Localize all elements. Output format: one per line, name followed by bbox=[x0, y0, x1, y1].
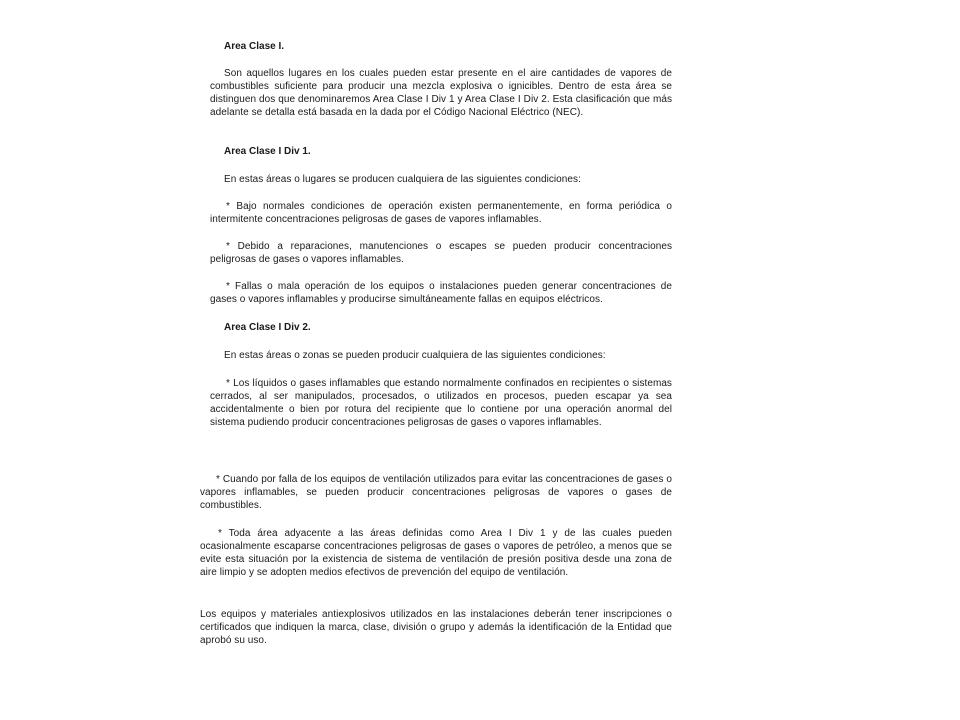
heading-clase-i-div-2: Area Clase I Div 2. bbox=[224, 322, 311, 333]
paragraph-clase-i-definition: Son aquellos lugares en los cuales pueden estar presente en el aire cantidades de vapores de combustibles suficiente para producir una mezcla explosiva o ignicibles. Dentro de esta área se distinguen dos que denominaremos Area Clase I Div 1 y Area Clase I Div 2. Esta clasificación que más adelante se detalla está basada en la dada por el Código Nacional Eléctrico (NEC). bbox=[210, 68, 672, 118]
bullet-div-1-repairs: * Debido a reparaciones, manutenciones o escapes se pueden producir concentraciones peligrosas de gases o vapores inflamables. bbox=[210, 241, 672, 265]
heading-clase-i-div-1: Area Clase I Div 1. bbox=[224, 146, 311, 157]
bullet-div-2-ventilation-failure: * Cuando por falla de los equipos de ventilación utilizados para evitar las concentraciones de gases o vapores inflamables, se pueden producir concentraciones peligrosas de vapores o gases de combustibles. bbox=[200, 474, 672, 511]
paragraph-equipment-certification: Los equipos y materiales antiexplosivos utilizados en las instalaciones deberán tener inscripciones o certificados que indiquen la marca, clase, división o grupo y además la identificación de la Entidad que aprobó su uso. bbox=[200, 609, 672, 646]
heading-area-clase-i: Area Clase I. bbox=[224, 41, 285, 52]
bullet-div-1-failures: * Fallas o mala operación de los equipos o instalaciones pueden generar concentraciones de gases o vapores inflamables y producirse simultáneamente fallas en equipos eléctricos. bbox=[210, 281, 672, 305]
paragraph-div-2-intro: En estas áreas o zonas se pueden producir cualquiera de las siguientes condiciones: bbox=[224, 350, 606, 361]
bullet-div-1-normal-operation: * Bajo normales condiciones de operación existen permanentemente, en forma periódica o intermitente concentraciones peligrosas de gases de vapores inflamables. bbox=[210, 201, 672, 225]
paragraph-div-1-intro: En estas áreas o lugares se producen cualquiera de las siguientes condiciones: bbox=[224, 174, 581, 185]
bullet-div-2-adjacent-area: * Toda área adyacente a las áreas definidas como Area I Div 1 y de las cuales pueden ocasionalmente escaparse concentraciones peligrosas de gases o vapores de petróleo, a menos que se evite esta situación por la existencia de sistema de ventilación de presión positiva desde una zona de aire limpio y se adopten medios efectivos de prevención del equipo de ventilación. bbox=[200, 528, 672, 578]
bullet-div-2-liquids-gases: * Los líquidos o gases inflamables que estando normalmente confinados en recipientes o sistemas cerrados, al ser manipulados, procesados, o utilizados en procesos, pueden escapar ya sea accidentalmente o bien por rotura del recipiente que lo contiene por una operación anormal del sistema pudiendo producir concentraciones peligrosas de gases o vapores inflamables. bbox=[210, 378, 672, 428]
